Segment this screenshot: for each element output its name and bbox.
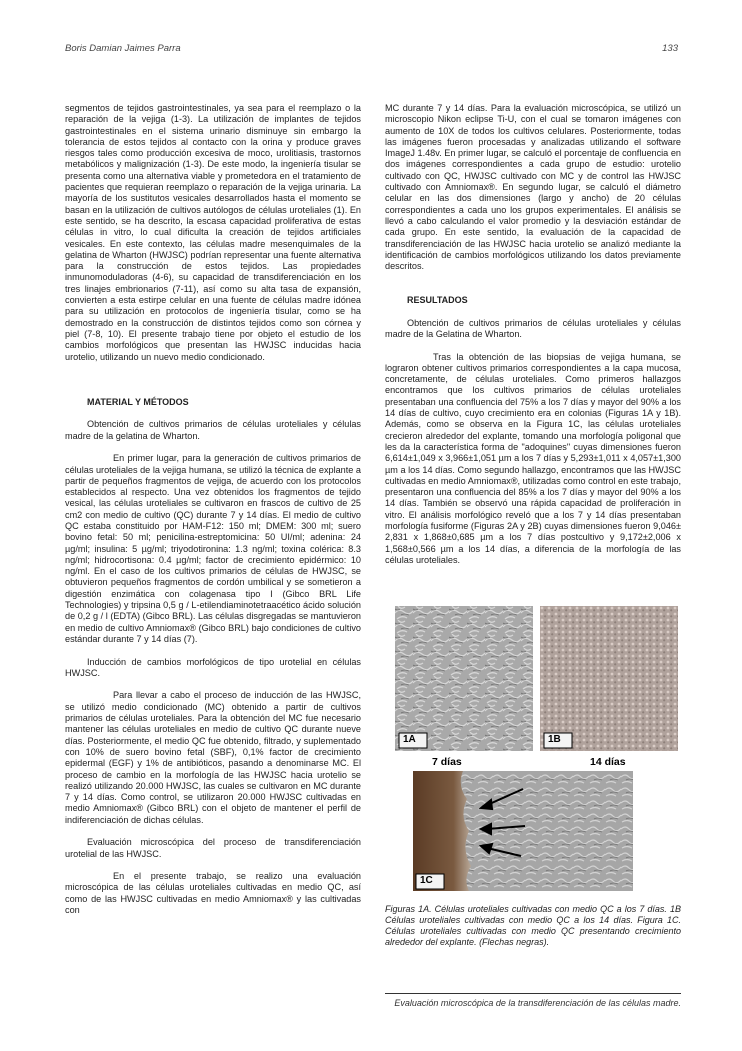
left-column bbox=[65, 103, 361, 916]
panel-label-1a: 1A bbox=[403, 734, 416, 745]
running-header-author: Boris Damian Jaimes Parra bbox=[65, 43, 181, 54]
figure-1b-micrograph bbox=[540, 606, 678, 751]
methods-paragraph: MC durante 7 y 14 días. Para la evaluación microscópica, se utilizó un microscopio Nikon eclipse Ti-U, con el cual se tomaron imágenes con aumento de 10X de todos los cultivos celulares. Posteriormente, todas las imágenes fueron procesadas y analizadas utilizando el software ImageJ 1.48v. En primer lugar, se calculó el porcentaje de confluencia en dos imágenes correspondientes a cada grupo de estudio: urotelio cultivado con QC, HWJSC cultivado con MC y de control las HWJSC cultivado con Amniomax®. En segundo lugar, se calculó el diámetro celular en las dos dimensiones (largo y ancho) de 20 células correspondientes a cada uno los grupos experimentales. El análisis se llevó a cabo calculando el valor promedio y la desviación estándar de cada grupo. En este sentido, la evaluación de la capacidad de transdiferenciación de las HWJSC hacia urotelio se analizó mediante la identificación de cambios morfológicos utilizando los datos previamente descritos. bbox=[385, 103, 681, 272]
right-column bbox=[385, 103, 681, 566]
figure-caption: Figuras 1A. Células uroteliales cultivadas con medio QC a los 7 días. 1B Células uroteliales cultivadas con medio QC a los 14 días. Figura 1C. Células uroteliales cultivadas con medio QC presentando crecimiento alrededor del explante. (Flechas negras). bbox=[385, 904, 681, 947]
panel-label-1b: 1B bbox=[548, 734, 561, 745]
results-paragraph: Tras la obtención de las biopsias de vejiga humana, se lograron obtener cultivos primarios correspondientes a la capa mucosa, concretamente, de células uroteliales. Como primeros hallazgos encontramos que los cultivos primarios de células uroteliales presentaban una confluencia del 75% a los 7 días y mayor del 90% a los 14 días de cultivo, cuyo crecimiento era en colonias (Figuras 1A y 1B). Además, como se observa en la Figura 1C, las células uroteliales crecieron alrededor del explante, tomando una morfología poligonal que les da la característica forma de "adoquines" cuyas dimensiones fueron 6,614±1,049 x 3,966±1,051 µm a los 7 días y 5,293±1,011 x 4,057±1,300 µm a los 14 días. Como segundo hallazgo, encontramos que las HWJSC cultivadas en medio Amniomax®, utilizadas como control en este trabajo, presentaron una confluencia del 85% a los 7 días y mayor del 90% a los 14 días. También se observó una rápida capacidad de proliferación in vitro. El análisis morfológico reveló que a los 7 y 14 días presentaban morfología fusiforme (Figuras 2A y 2B) cuyas dimensiones fueron 9,046± 2,831 x 1,868±0,685 µm a los 7 días postcultivo y 9,172±2,006 x 1,568±0,566 µm a los 14 días, a diferencia de la morfología de las células uroteliales. bbox=[385, 351, 681, 565]
intro-paragraph: segmentos de tejidos gastrointestinales, ya sea para el reemplazo o la reparación de la vejiga (1-3). La utilización de implantes de tejidos gastrointestinales en el sistema urinario disminuye sin embargo la tolerancia de estos tejidos al contacto con la orina y produce graves riesgos tales como producción excesiva de moco, urolitiasis, trastornos metabólicos y malignización (1-3). De este modo, la ingeniería tisular se presenta como una alternativa viable y prometedora en el tratamiento de pacientes que requieran reemplazo o reparación de la vejiga urinaria. La mayoría de los sustitutos vesicales desarrollados hasta el momento se basan en la utilización de cultivos autólogos de células uroteliales (1). En este sentido, se ha descrito, la escasa capacidad proliferativa de estas células in vitro, lo cual dificulta la creación de tejidos artificiales vesicales. En este contexto, las células madre mesenquimales de la gelatina de Wharton (HWJSC) podrían representar una fuente alternativa para la construcción de estos tejidos. Las propiedades inmunomoduladoras (4-6), su capacidad de transdiferenciación en los tres linajes embrionarios (7-11), así como su alta tasa de expansión, convierten a esta estirpe celular en una fuente de células madre idónea para su utilización en protocolos de ingeniería tisular, como se ha demostrado en la construcción de distintos tejidos como son córnea y piel (7-8, 10). El presente trabajo tiene por objeto el estudio de los cambios morfológicos que presentan las HWJSC inducidas hacia urotelio, utilizando un nuevo medio condicionado. bbox=[65, 103, 361, 362]
methods-paragraph: En primer lugar, para la generación de cultivos primarios de células uroteliales de la vejiga humana, se utilizó la técnica de explante a partir de pequeños fragmentos de vejiga, de acuerdo con los protocolos establecidos al respecto. Una vez obtenidos los fragmentos de tejido vesical, las células uroteliales se cultivaron en frascos de cultivo de 25 cm2 con medio de cultivo (QC) durante 7 y 14 días. El medio de cultivo QC estaba constituido por HAM-F12: 150 ml; DMEM: 300 ml; suero bovino fetal: 50 ml; penicilina-estreptomicina: 50 UI/ml; adenina: 24 µg/ml; insulina: 5 µg/ml; triyodotironina: 1.3 ng/ml; toxina colérica: 8.3 ng/ml; hidrocortisona: 0.4 µg/ml; factor de crecimiento epidérmico: 10 ng/ml. En el caso de los cultivos primarios de células de HWJSC, se obtuvieron pequeños fragmentos de cordón umbilical y se sometieron a digestión enzimática con colagenasa tipo I (Gibco BRL Life Technologies) y tripsina 0,5 g / L-etilendiaminotetraacético ácido solución de 0,2 g / l (EDTA) (Gibco BRL). Las células disgregadas se mantuvieron en medio de cultivo Amniomax® (Gibco BRL) bajo condiciones de cultivo estándar durante 7 y 14 días (7). bbox=[65, 453, 361, 644]
figure-1c-micrograph bbox=[413, 771, 633, 891]
section-title-results: RESULTADOS bbox=[407, 295, 468, 306]
methods-paragraph: En el presente trabajo, se realizo una evaluación microscópica de las células uroteliales cultivadas en medio QC, así como de las HWJSC cultivadas en medio Amniomax® y las cultivadas con bbox=[65, 871, 361, 916]
subsection-title: Obtención de cultivos primarios de células uroteliales y células madre de la gelatina de Wharton. bbox=[65, 419, 361, 441]
subsection-title: Obtención de cultivos primarios de células uroteliales y células madre de la Gelatina de Wharton. bbox=[385, 317, 681, 339]
page-number: 133 bbox=[662, 43, 678, 54]
figure-1b-time-label: 14 días bbox=[590, 756, 626, 768]
figure-1a-time-label: 7 días bbox=[432, 756, 462, 768]
subsection-title: Evaluación microscópica del proceso de transdiferenciación urotelial de las HWJSC. bbox=[65, 837, 361, 859]
footer-rule bbox=[385, 993, 681, 994]
running-footer: Evaluación microscópica de la transdiferenciación de las células madre. bbox=[394, 998, 681, 1008]
panel-label-1c: 1C bbox=[420, 875, 433, 886]
section-title-methods: MATERIAL Y MÉTODOS bbox=[87, 396, 189, 407]
figure-1a-micrograph bbox=[395, 606, 533, 751]
subsection-title: Inducción de cambios morfológicos de tipo urotelial en células HWJSC. bbox=[65, 656, 361, 678]
methods-paragraph: Para llevar a cabo el proceso de inducción de las HWJSC, se utilizó medio condicionado (MC) obtenido a partir de cultivos primarios de células uroteliales. Para la obtención del MC fue necesario mantener las células uroteliales en medio de cultivo QC durante nueve días. Posteriormente, el medio QC fue obtenido, filtrado, y suplementado con 10% de suero bovino fetal (SBF), 0,1% factor de crecimiento epidermal (EGF) y 1% de antibióticos, pasando a denominarse MC. El proceso de cambio en la morfología de las HWJSC hacia urotelio se realizó utilizando 20.000 HWJSC, las cuales se cultivaron en MC durante 7 y 14 días. Como control, se utilizaron 20.000 HWJSC cultivadas en medio Amniomax® (Gibco BRL) con el objeto de mantener el perfil de indiferenciación de dichas células. bbox=[65, 690, 361, 825]
